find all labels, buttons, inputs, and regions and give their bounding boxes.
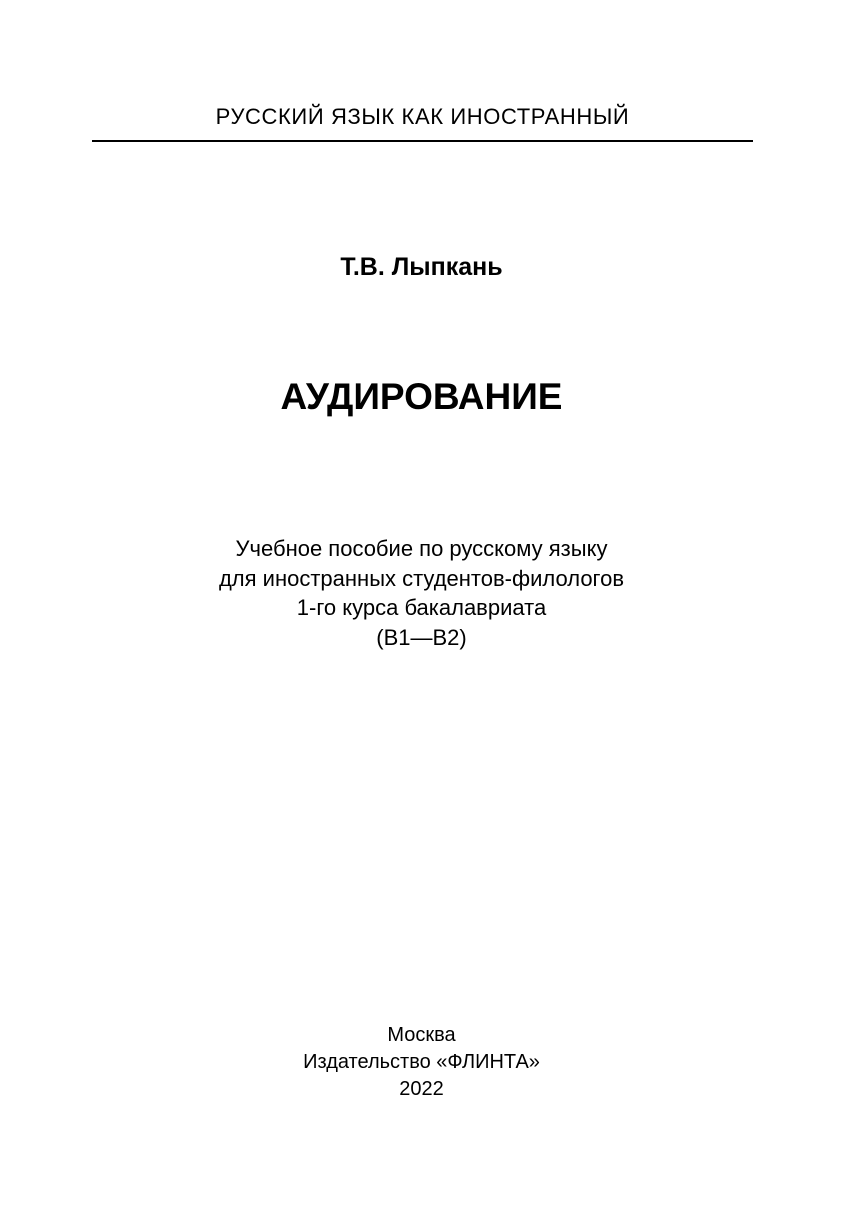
imprint-publisher: Издательство «ФЛИНТА» bbox=[303, 1051, 540, 1073]
book-subtitle bbox=[0, 534, 843, 652]
author-name: Т.В. Лыпкань bbox=[340, 253, 503, 281]
subtitle-line: 1-го курса бакалавриата bbox=[296, 595, 547, 620]
subtitle-line: Учебное пособие по русскому языку bbox=[235, 536, 608, 561]
subtitle-line: для иностранных студентов-филологов bbox=[218, 565, 625, 591]
series-heading: РУССКИЙ ЯЗЫК КАК ИНОСТРАННЫЙ bbox=[215, 104, 630, 129]
imprint-year: 2022 bbox=[399, 1078, 444, 1100]
book-title: АУДИРОВАНИЕ bbox=[280, 376, 563, 417]
imprint bbox=[0, 1022, 843, 1103]
header-rule bbox=[92, 140, 753, 142]
imprint-city: Москва bbox=[387, 1024, 456, 1046]
level-line: (B1—B2) bbox=[376, 624, 467, 650]
